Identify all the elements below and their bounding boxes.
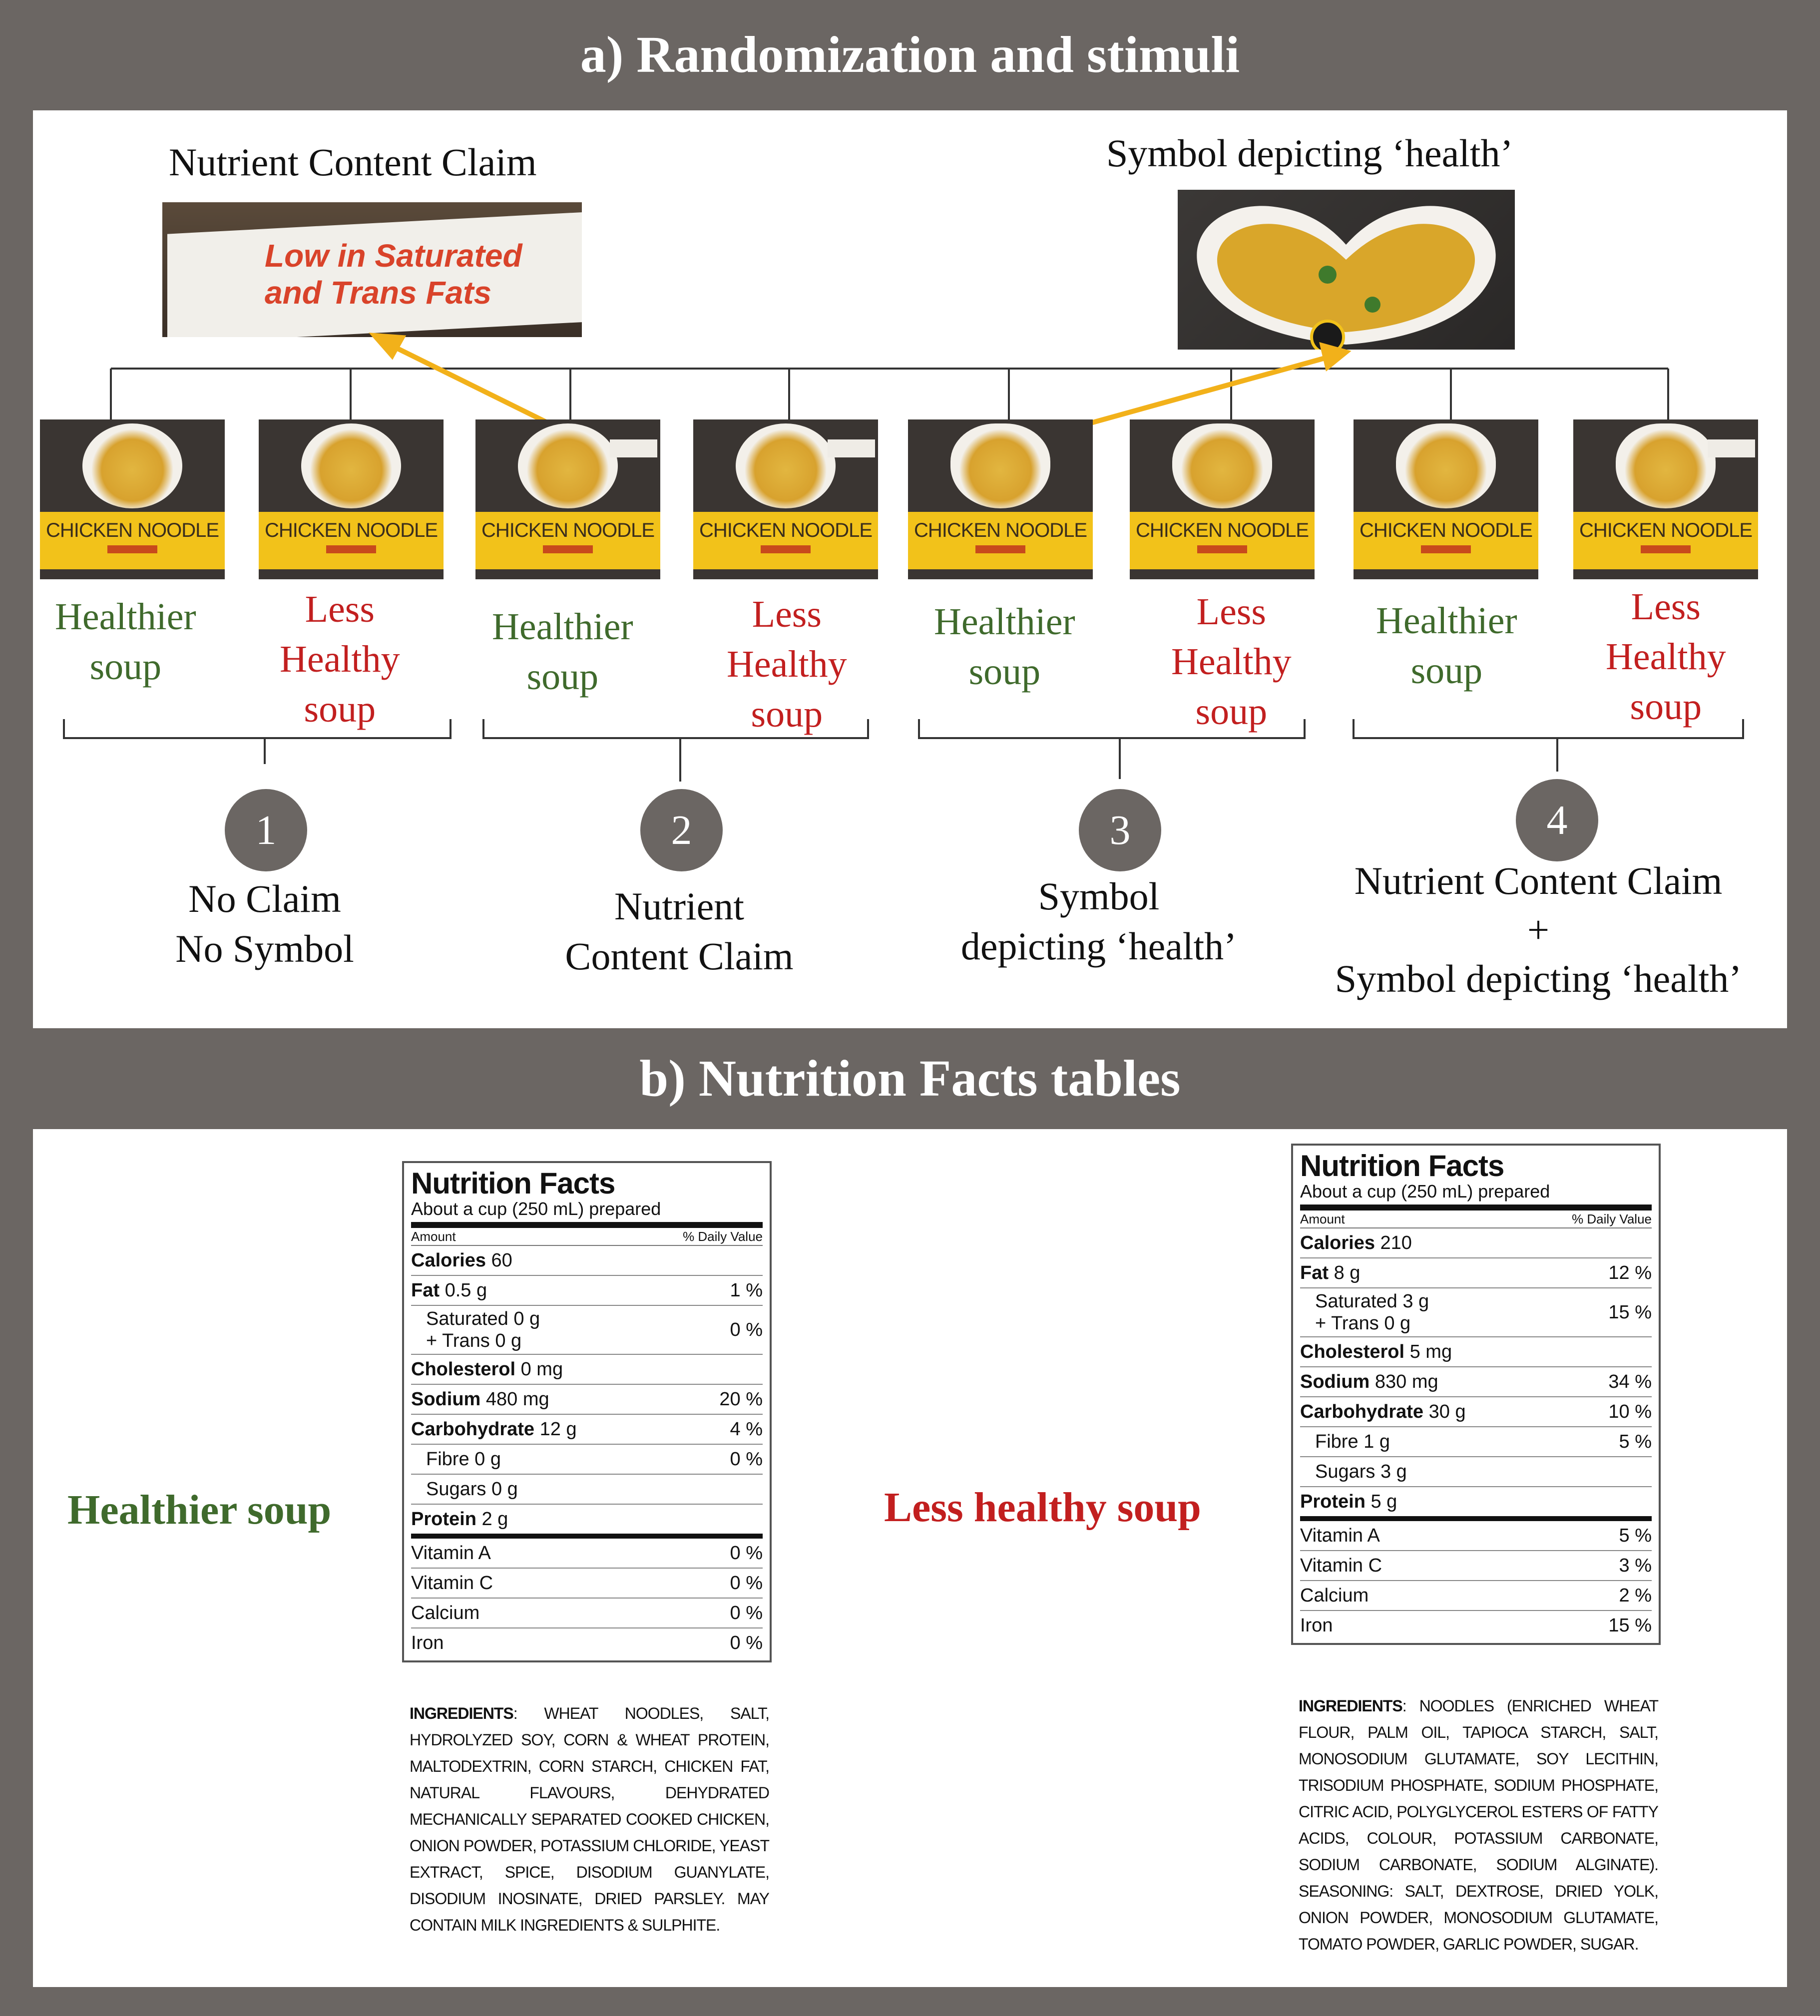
package-2 — [259, 419, 444, 579]
package-4 — [693, 419, 878, 579]
section-b-title: b) Nutrition Facts tables — [0, 1029, 1820, 1129]
ingredients-label: INGREDIENTS — [410, 1704, 513, 1722]
nf-value: 60 — [491, 1250, 512, 1271]
soup-label-line: Healthier — [934, 601, 1075, 643]
condition-line: Nutrient — [614, 884, 744, 928]
condition-line: Symbol depicting ‘health’ — [1335, 957, 1742, 1000]
soup-label-line: soup — [526, 656, 599, 698]
nf-header — [411, 1228, 763, 1246]
nf-serving: About a cup (250 mL) prepared — [411, 1199, 763, 1228]
nf-label: Calcium — [411, 1603, 480, 1623]
nf-label: Cholesterol — [411, 1359, 516, 1380]
nf-label: Fat — [1300, 1262, 1329, 1283]
nf-label: Iron — [1300, 1615, 1333, 1636]
package-strip — [1421, 545, 1471, 553]
nf-label: Iron — [411, 1632, 444, 1653]
nf-value: 0 mg — [520, 1359, 563, 1380]
nf-row-dv: 15 % — [1608, 1615, 1652, 1636]
soup-label-8 — [1606, 582, 1726, 732]
nf-row-dv: 0 % — [730, 1543, 763, 1564]
soup-label-line: Healthy — [727, 643, 847, 685]
nf-label: Vitamin C — [1300, 1555, 1382, 1576]
package-name: CHICKEN NOODLE — [699, 519, 873, 541]
nf-row-dv: 0 % — [730, 1319, 763, 1340]
nf-label: Protein — [1300, 1491, 1365, 1512]
nf-row-dv: 1 % — [730, 1280, 763, 1301]
nf-label: Calories — [1300, 1232, 1375, 1253]
nf-label: Saturated — [426, 1308, 508, 1329]
package-name: CHICKEN NOODLE — [913, 519, 1087, 541]
nf-value: 0.5 g — [445, 1280, 487, 1301]
heart-bowl-icon — [1616, 423, 1716, 508]
nf-row — [411, 1628, 763, 1657]
package-name: CHICKEN NOODLE — [481, 519, 655, 541]
condition-line: Nutrient Content Claim — [1354, 859, 1723, 902]
nf-value: 830 mg — [1374, 1371, 1438, 1392]
package-6 — [1130, 419, 1315, 579]
nf-label2: + Trans 0 g — [426, 1330, 522, 1351]
nf-row-dv: 12 % — [1608, 1262, 1652, 1283]
nf-header — [1300, 1210, 1652, 1228]
ingredients-text: : WHEAT NOODLES, SALT, HYDROLYZED SOY, CORN & WHEAT PROTEIN, MALTODEXTRIN, CORN STARCH, CHICKEN FAT, NATURAL FLAVOURS, DEHYDRATED MECHANICALLY SEPARATED COOKED CHICKEN, ONION POWDER, POTASSIUM CHLORIDE, YEAST EXTRACT, SPICE, DISODIUM GUANYLATE, DISODIUM INOSINATE, DRIED PARSLEY. MAY CONTAIN MILK INGREDIENTS & SULPHITE. — [410, 1704, 769, 1934]
nf-row — [1300, 1521, 1652, 1551]
soup-label-line: soup — [1630, 686, 1702, 728]
nf-label: Sugars — [426, 1479, 486, 1500]
nf-value: 8 g — [1334, 1262, 1361, 1283]
soup-label-3 — [492, 602, 633, 702]
nf-row — [1300, 1288, 1652, 1337]
condition-line: Content Claim — [565, 934, 794, 978]
bowl-icon — [82, 423, 182, 508]
condition-3-label — [949, 871, 1249, 971]
claim-tag — [610, 439, 657, 457]
claim-tag — [828, 439, 875, 457]
nf-value: 0 g — [513, 1308, 540, 1329]
condition-line: No Symbol — [175, 927, 354, 970]
soup-label-line: Healthy — [1606, 636, 1726, 678]
nf-row-dv: 0 % — [730, 1449, 763, 1470]
condition-3-circle: 3 — [1079, 789, 1161, 871]
package-5 — [908, 419, 1093, 579]
nf-amount: Amount — [411, 1229, 456, 1244]
nf-row — [411, 1475, 763, 1505]
nf-label: Sodium — [1300, 1371, 1370, 1392]
nf-label: Carbohydrate — [411, 1419, 535, 1440]
condition-1-circle: 1 — [225, 789, 307, 871]
claim-text-line2: and Trans Fats — [265, 275, 492, 311]
nf-dv: % Daily Value — [683, 1229, 763, 1244]
nf-value: 3 g — [1380, 1461, 1407, 1482]
bowl-icon — [736, 423, 836, 508]
soup-label-line: Less — [305, 588, 375, 630]
nf-value: 5 mg — [1409, 1341, 1452, 1362]
condition-line: depicting ‘health’ — [960, 924, 1237, 968]
soup-label-line: Healthier — [55, 596, 196, 638]
nf-row-dv: 15 % — [1608, 1302, 1652, 1323]
soup-label-line: Healthy — [280, 638, 400, 680]
nf-label: Fat — [411, 1280, 440, 1301]
nf-label: Vitamin A — [1300, 1525, 1380, 1546]
condition-1-label — [170, 874, 360, 974]
package-strip — [543, 545, 593, 553]
nf-row-dv: 0 % — [730, 1632, 763, 1653]
nf-row — [1300, 1258, 1652, 1288]
package-7 — [1354, 419, 1538, 579]
nf-label: Fibre — [1315, 1431, 1359, 1452]
heart-bowl-icon — [1172, 423, 1272, 508]
heart-bowl-icon — [950, 423, 1050, 508]
package-8 — [1573, 419, 1758, 579]
condition-line: + — [1527, 908, 1549, 951]
nf-row — [1300, 1487, 1652, 1521]
healthier-nutrition-table — [402, 1161, 772, 1662]
nf-row — [411, 1355, 763, 1385]
nf-row-dv: 10 % — [1608, 1401, 1652, 1422]
nf-value: 1 g — [1364, 1431, 1390, 1452]
nf-row — [1300, 1337, 1652, 1367]
soup-label-line: soup — [968, 651, 1041, 693]
healthier-soup-label: Healthier soup — [67, 1487, 332, 1533]
nf-row-dv: 5 % — [1619, 1525, 1652, 1546]
nf-value: 12 g — [539, 1419, 577, 1440]
soup-label-line: Healthier — [1376, 600, 1517, 642]
nf-value: 0 g — [474, 1449, 501, 1470]
bowl-icon — [518, 423, 618, 508]
symbol-label: Symbol depicting ‘health’ — [1106, 131, 1513, 175]
healthier-ingredients — [410, 1700, 769, 1939]
nf-value: 2 g — [481, 1509, 508, 1530]
heart-bowl-icon — [1396, 423, 1496, 508]
nf-serving: About a cup (250 mL) prepared — [1300, 1182, 1652, 1210]
claim-label: Nutrient Content Claim — [169, 140, 537, 184]
soup-label-line: Less — [1631, 586, 1701, 628]
nf-label: Carbohydrate — [1300, 1401, 1424, 1422]
nf-row — [411, 1599, 763, 1628]
nf-label: Calcium — [1300, 1585, 1369, 1606]
nf-row — [1300, 1228, 1652, 1258]
nf-value: 3 g — [1402, 1291, 1429, 1312]
nf-dv: % Daily Value — [1572, 1211, 1652, 1226]
nf-label: Calories — [411, 1250, 486, 1271]
nf-row — [411, 1306, 763, 1355]
package-name: CHICKEN NOODLE — [45, 519, 219, 541]
package-strip — [1197, 545, 1247, 553]
nf-amount: Amount — [1300, 1211, 1345, 1226]
package-strip — [326, 545, 376, 553]
package-name: CHICKEN NOODLE — [264, 519, 438, 541]
soup-label-6 — [1171, 587, 1292, 737]
less-healthy-ingredients — [1299, 1693, 1658, 1958]
soup-label-line: Healthy — [1171, 641, 1292, 683]
package-strip — [975, 545, 1025, 553]
nf-row-dv: 20 % — [719, 1389, 763, 1410]
nf-row — [1300, 1457, 1652, 1487]
condition-line: No Claim — [188, 877, 341, 920]
soup-label-line: soup — [751, 693, 823, 735]
package-name: CHICKEN NOODLE — [1579, 519, 1753, 541]
nf-row-dv: 0 % — [730, 1573, 763, 1594]
nf-label: Sugars — [1315, 1461, 1375, 1482]
nf-value: 30 g — [1428, 1401, 1466, 1422]
nf-label: Protein — [411, 1509, 476, 1530]
nf-label: Sodium — [411, 1389, 481, 1410]
nf-title: Nutrition Facts — [1300, 1149, 1504, 1183]
package-name: CHICKEN NOODLE — [1135, 519, 1309, 541]
nf-row-dv: 5 % — [1619, 1431, 1652, 1452]
claim-text-line1: Low in Saturated — [265, 238, 522, 274]
nf-value: 0 g — [491, 1479, 518, 1500]
package-3 — [475, 419, 660, 579]
nf-title: Nutrition Facts — [411, 1167, 615, 1200]
condition-2-circle: 2 — [640, 789, 723, 871]
ingredients-text: : NOODLES (ENRICHED WHEAT FLOUR, PALM OIL, TAPIOCA STARCH, SALT, MONOSODIUM GLUTAMATE, SOY LECITHIN, TRISODIUM PHOSPHATE, SODIUM PHOSPHATE, CITRIC ACID, POLYGLYCEROL ESTERS OF FATTY ACIDS, COLOUR, POTASSIUM CARBONATE, SODIUM CARBONATE, SODIUM ALGINATE). SEASONING: SALT, DEXTROSE, DRIED YOLK, ONION POWDER, MONOSODIUM GLUTAMATE, TOMATO POWDER, GARLIC POWDER, SUGAR. — [1299, 1697, 1658, 1953]
nf-row — [411, 1569, 763, 1599]
soup-label-line: Less — [1196, 591, 1266, 633]
soup-label-line: soup — [89, 646, 162, 688]
nf-row — [1300, 1551, 1652, 1581]
nf-row-dv: 4 % — [730, 1419, 763, 1440]
condition-4-circle: 4 — [1516, 779, 1598, 861]
soup-label-line: Healthier — [492, 606, 633, 648]
condition-2-label — [554, 881, 804, 981]
soup-label-7 — [1376, 596, 1517, 696]
claim-tag — [1708, 439, 1755, 457]
nf-row — [411, 1415, 763, 1445]
less-healthy-nutrition-table — [1291, 1144, 1661, 1645]
nf-row — [411, 1246, 763, 1276]
nf-row — [1300, 1581, 1652, 1611]
soup-label-1 — [55, 592, 196, 692]
soup-label-line: soup — [304, 688, 376, 730]
nf-row — [411, 1445, 763, 1475]
nf-label: Saturated — [1315, 1291, 1397, 1312]
soup-label-line: soup — [1195, 691, 1268, 733]
soup-label-4 — [727, 589, 847, 739]
nf-row — [411, 1385, 763, 1415]
package-strip — [761, 545, 811, 553]
condition-line: Symbol — [1038, 874, 1160, 918]
package-strip — [1641, 545, 1691, 553]
nf-label: Fibre — [426, 1449, 469, 1470]
nf-value: 210 — [1380, 1232, 1412, 1253]
soup-label-line: soup — [1410, 650, 1483, 692]
nf-row — [411, 1539, 763, 1569]
bowl-icon — [301, 423, 401, 508]
less-healthy-soup-label: Less healthy soup — [884, 1484, 1201, 1531]
nf-row-dv: 34 % — [1608, 1371, 1652, 1392]
nf-row — [1300, 1611, 1652, 1640]
nf-row — [411, 1505, 763, 1539]
nf-row — [1300, 1397, 1652, 1427]
nf-row-dv: 0 % — [730, 1603, 763, 1623]
package-name: CHICKEN NOODLE — [1359, 519, 1533, 541]
package-1 — [40, 419, 225, 579]
nf-row — [411, 1276, 763, 1306]
ingredients-label: INGREDIENTS — [1299, 1697, 1402, 1715]
condition-4-label — [1314, 856, 1763, 1003]
nf-row-dv: 3 % — [1619, 1555, 1652, 1576]
nf-row — [1300, 1427, 1652, 1457]
soup-label-line: Less — [752, 593, 822, 635]
nf-label2: + Trans 0 g — [1315, 1313, 1411, 1334]
package-strip — [107, 545, 157, 553]
nf-value: 5 g — [1370, 1491, 1397, 1512]
nf-label: Cholesterol — [1300, 1341, 1405, 1362]
nf-row-dv: 2 % — [1619, 1585, 1652, 1606]
nf-label: Vitamin A — [411, 1543, 491, 1564]
nf-row — [1300, 1367, 1652, 1397]
soup-label-2 — [280, 584, 400, 734]
soup-label-5 — [934, 597, 1075, 697]
nf-value: 480 mg — [485, 1389, 549, 1410]
section-a-title: a) Randomization and stimuli — [0, 0, 1820, 110]
nf-label: Vitamin C — [411, 1573, 493, 1594]
